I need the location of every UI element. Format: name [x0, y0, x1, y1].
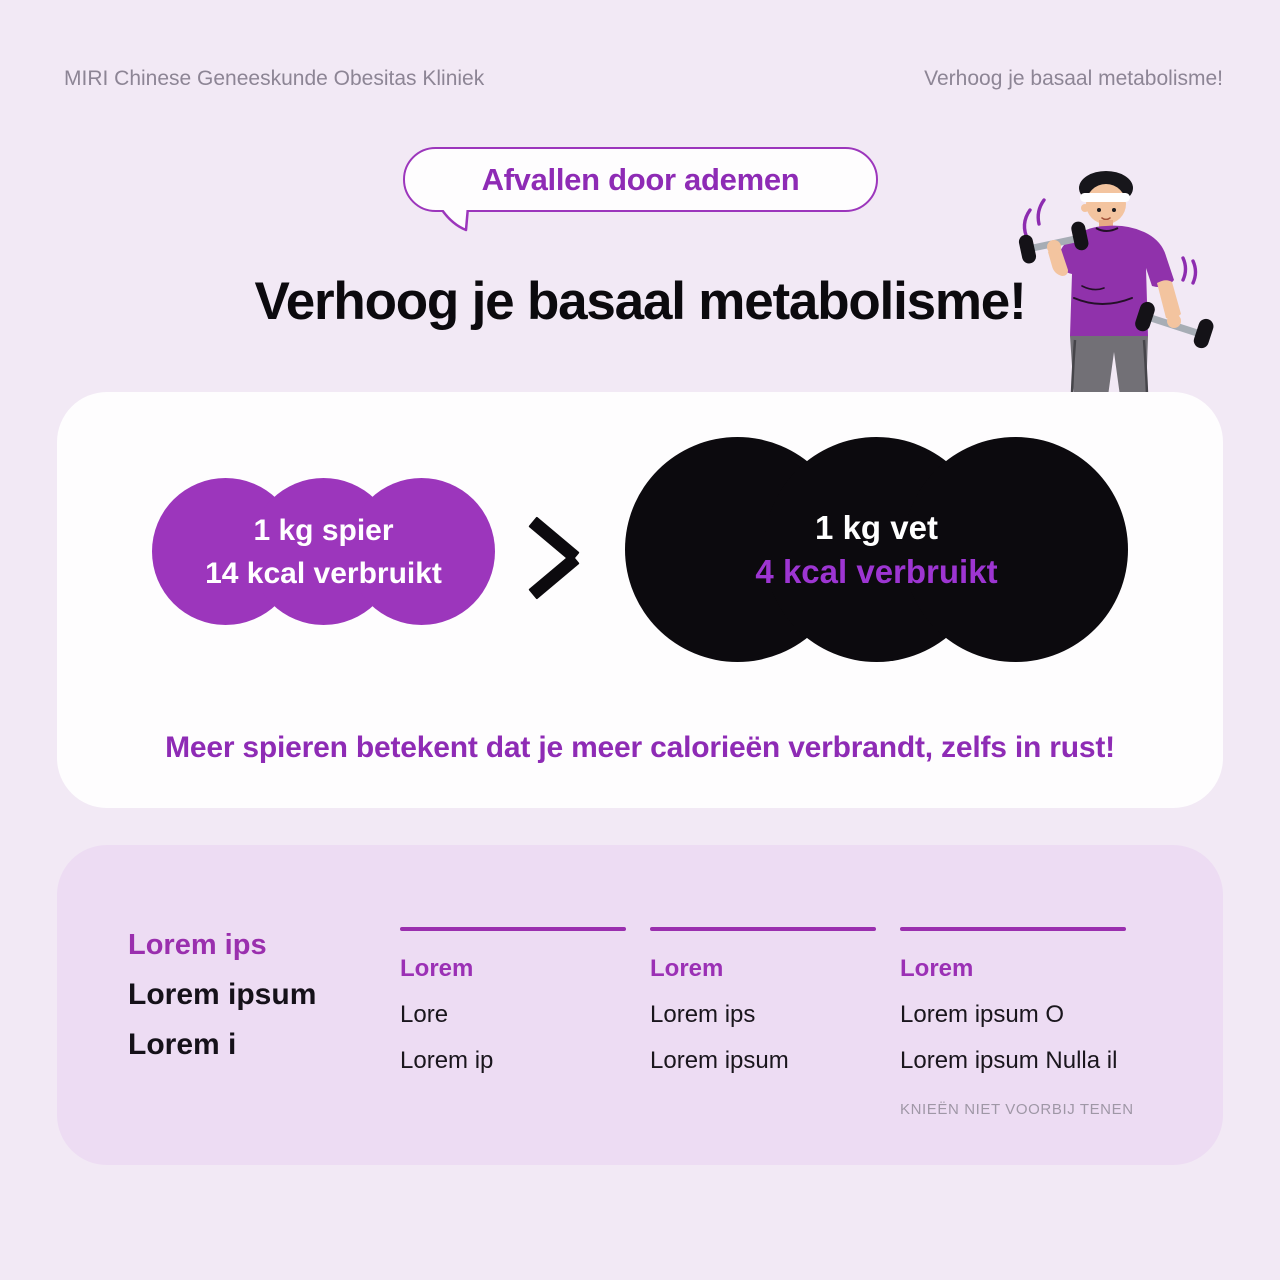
column-item: Lorem ips: [650, 1001, 756, 1028]
column-footnote: KNIEËN NIET VOORBIJ TENEN: [900, 1101, 1134, 1118]
column-item: Lore: [400, 1001, 449, 1028]
details-column-3: [900, 927, 1134, 1118]
column-item: Lorem ipsum: [650, 1047, 789, 1074]
column-item: Lorem ipsum Nulla il: [900, 1047, 1118, 1074]
column-header: Lorem: [650, 955, 724, 982]
speech-bubble-label: Afvallen door ademen: [481, 161, 800, 197]
column-header: Lorem: [400, 955, 474, 982]
details-intro: [128, 920, 316, 1070]
pants: [1070, 336, 1148, 396]
fat-line1: 1 kg vet: [815, 508, 938, 546]
fat-line2: 4 kcal verbruikt: [755, 552, 998, 590]
muscle-line1: 1 kg spier: [253, 513, 394, 547]
fat-blob: [625, 437, 1128, 662]
column-divider: [400, 927, 626, 931]
column-item: Lorem ipsum O: [900, 1001, 1065, 1028]
muscle-line2: 14 kcal verbruikt: [205, 556, 442, 590]
comparison-caption: Meer spieren betekent dat je meer calorieën verbrandt, zelfs in rust!: [165, 731, 1115, 764]
face: [1086, 184, 1126, 224]
column-header: Lorem: [900, 955, 974, 982]
details-column-1: [400, 927, 626, 1075]
brand-label: MIRI Chinese Geneeskunde Obesitas Kliniek: [64, 67, 485, 90]
intro-heading: Lorem ips: [128, 929, 267, 961]
tagline-label: Verhoog je basaal metabolisme!: [924, 67, 1223, 90]
page-title: Verhoog je basaal metabolisme!: [254, 272, 1026, 331]
intro-line: Lorem ipsum: [128, 978, 317, 1011]
muscle-blob: [152, 478, 495, 625]
speech-bubble: [403, 147, 878, 212]
headband: [1080, 193, 1130, 202]
column-divider: [900, 927, 1126, 931]
column-divider: [650, 927, 876, 931]
intro-line: Lorem i: [128, 1028, 237, 1061]
speech-bubble-tail: [438, 210, 484, 236]
details-column-2: [650, 927, 876, 1075]
column-item: Lorem ip: [400, 1047, 494, 1074]
